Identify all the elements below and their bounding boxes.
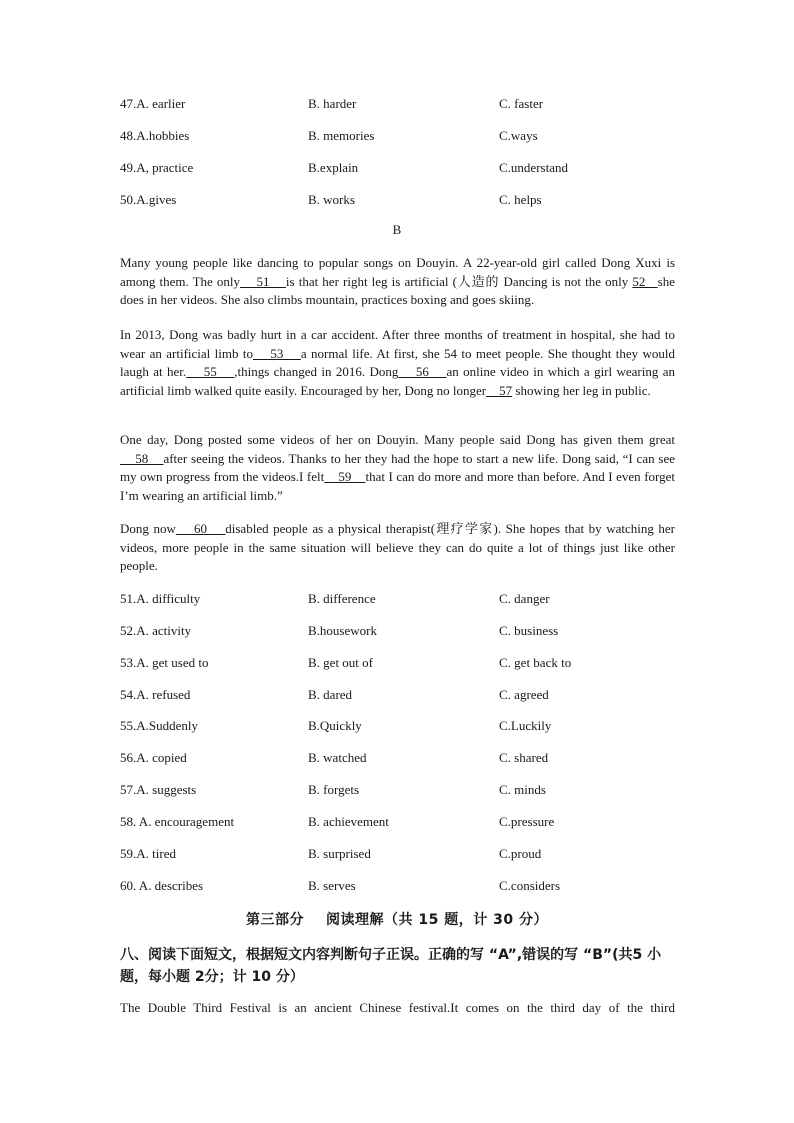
option-b: B. dared: [308, 687, 353, 702]
option-b: B. achievement: [308, 814, 389, 829]
part-number: 第三部分: [246, 912, 305, 928]
reading-passage-first-line: The Double Third Festival is an ancient Chinese festival.It comes on the third day of the third: [120, 1000, 675, 1015]
option-a: 55.A.Suddenly: [120, 718, 198, 733]
option-a: 48.A.hobbies: [120, 128, 190, 143]
option-a: 56.A. copied: [120, 750, 187, 765]
section-letter: B: [392, 222, 402, 237]
passage-text: that I can do more and more than before. And I even forget I’m wearing an artificial limb.”: [120, 469, 676, 503]
options-row-49: [120, 159, 680, 177]
option-c: C. helps: [499, 192, 542, 207]
options-row-52: [120, 622, 680, 640]
option-b: B. watched: [308, 750, 367, 765]
blank-60: 60: [175, 521, 226, 536]
blank-53: 53: [252, 345, 301, 361]
passage-text: disabled people as a physical therapist(理疗学家). She hopes that by watching her videos, more people in the same situation will believe they can do quite a lot of things just like other people.: [120, 521, 675, 574]
option-c: C. business: [499, 623, 559, 638]
passage-paragraph-3: [120, 431, 675, 505]
blank-51: 51: [240, 273, 286, 289]
option-c: C. minds: [499, 782, 546, 797]
passage-text: an online video in which a girl wearing an artificial limb walked quite easily. Encouraged by her, Dong no longer: [120, 364, 676, 398]
option-c: C. agreed: [499, 687, 549, 702]
options-row-58: [120, 813, 680, 831]
options-row-53: [120, 654, 680, 672]
passage-text: One day, Dong posted some videos of her on Douyin. Many people said Dong has given them great: [120, 432, 675, 447]
option-a: 58. A. encouragement: [120, 814, 235, 829]
option-c: C. danger: [499, 591, 550, 606]
passage-text: In 2013, Dong was badly hurt in a car accident. After three months of treatment in hospital, she had to wear an artificial limb to: [120, 327, 675, 361]
options-row-60: [120, 877, 680, 895]
options-row-54: [120, 686, 680, 704]
option-c: C.pressure: [499, 814, 555, 829]
blank-58: 58: [120, 450, 164, 466]
option-a: 50.A.gives: [120, 192, 177, 207]
option-b: B.explain: [308, 160, 359, 175]
option-c: C.ways: [499, 128, 538, 143]
option-b: B. forgets: [308, 782, 360, 797]
option-c: C.proud: [499, 846, 542, 861]
part-heading: [0, 909, 794, 929]
passage-paragraph-4: [120, 520, 675, 576]
option-b: B. surprised: [308, 846, 371, 861]
option-b: B. get out of: [308, 655, 373, 670]
option-b: B. harder: [308, 96, 357, 111]
passage-text: Dong now: [120, 521, 176, 536]
option-a: 57.A. suggests: [120, 782, 197, 797]
option-a: 52.A. activity: [120, 623, 192, 638]
option-a: 49.A, practice: [120, 160, 194, 175]
option-a: 47.A. earlier: [120, 96, 186, 111]
option-b: B.housework: [308, 623, 377, 638]
option-b: B. serves: [308, 878, 356, 893]
option-a: 51.A. difficulty: [120, 591, 201, 606]
section-instruction: 八、阅读下面短文，根据短文内容判断句子正误。正确的写 “A”,错误的写 “B”(共5 小题，每小题 2分；计 10 分）: [120, 947, 662, 985]
option-a: 60. A. describes: [120, 878, 204, 893]
blank-59: 59: [324, 469, 366, 485]
option-b: B. memories: [308, 128, 375, 143]
options-row-59: [120, 845, 680, 863]
option-a: 59.A. tired: [120, 846, 176, 861]
options-row-55: [120, 717, 680, 735]
passage-text: she does in her videos. She also climbs mountain, practices boxing and goes skiing.: [120, 273, 675, 308]
options-row-47: [120, 95, 680, 113]
option-b: B. works: [308, 192, 355, 207]
options-row-50: [120, 191, 680, 209]
option-c: C. get back to: [499, 655, 572, 670]
options-row-56: [120, 749, 680, 767]
option-c: C.considers: [499, 878, 561, 893]
passage-text: Many young people like dancing to popular songs on Douyin. A 22-year-old girl called Dong Xuxi is among them. The only: [120, 255, 675, 289]
options-row-48: [120, 127, 680, 145]
blank-52: 52: [632, 273, 658, 289]
option-b: B. difference: [308, 591, 376, 606]
passage-text: ,things changed in 2016. Dong: [234, 364, 399, 380]
passage-text: is that her right leg is artificial (人造的 Dancing is not the only: [285, 273, 633, 289]
option-a: 53.A. get used to: [120, 655, 209, 670]
passage-text: showing her leg in public.: [512, 382, 651, 398]
part-title: 阅读理解（共 15 题，计 30 分）: [326, 912, 548, 928]
blank-55: 55: [186, 364, 235, 380]
option-a: 54.A. refused: [120, 687, 191, 702]
passage-paragraph-1: [120, 254, 675, 310]
option-c: C.Luckily: [499, 718, 552, 733]
option-c: C.understand: [499, 160, 568, 175]
option-b: B.Quickly: [308, 718, 362, 733]
passage-paragraph-2: [120, 326, 675, 400]
blank-56: 56: [398, 364, 447, 380]
options-row-51: [120, 590, 680, 608]
options-row-57: [120, 781, 680, 799]
passage-text: a normal life. At first, she 54 to meet people. She thought they would laugh at her.: [120, 345, 675, 380]
passage-text: after seeing the videos. Thanks to her they had the hope to start a new life. Dong said, “I can see my own progress from the videos.I felt: [120, 450, 675, 485]
option-c: C. shared: [499, 750, 549, 765]
option-c: C. faster: [499, 96, 544, 111]
blank-57: 57: [486, 382, 513, 398]
